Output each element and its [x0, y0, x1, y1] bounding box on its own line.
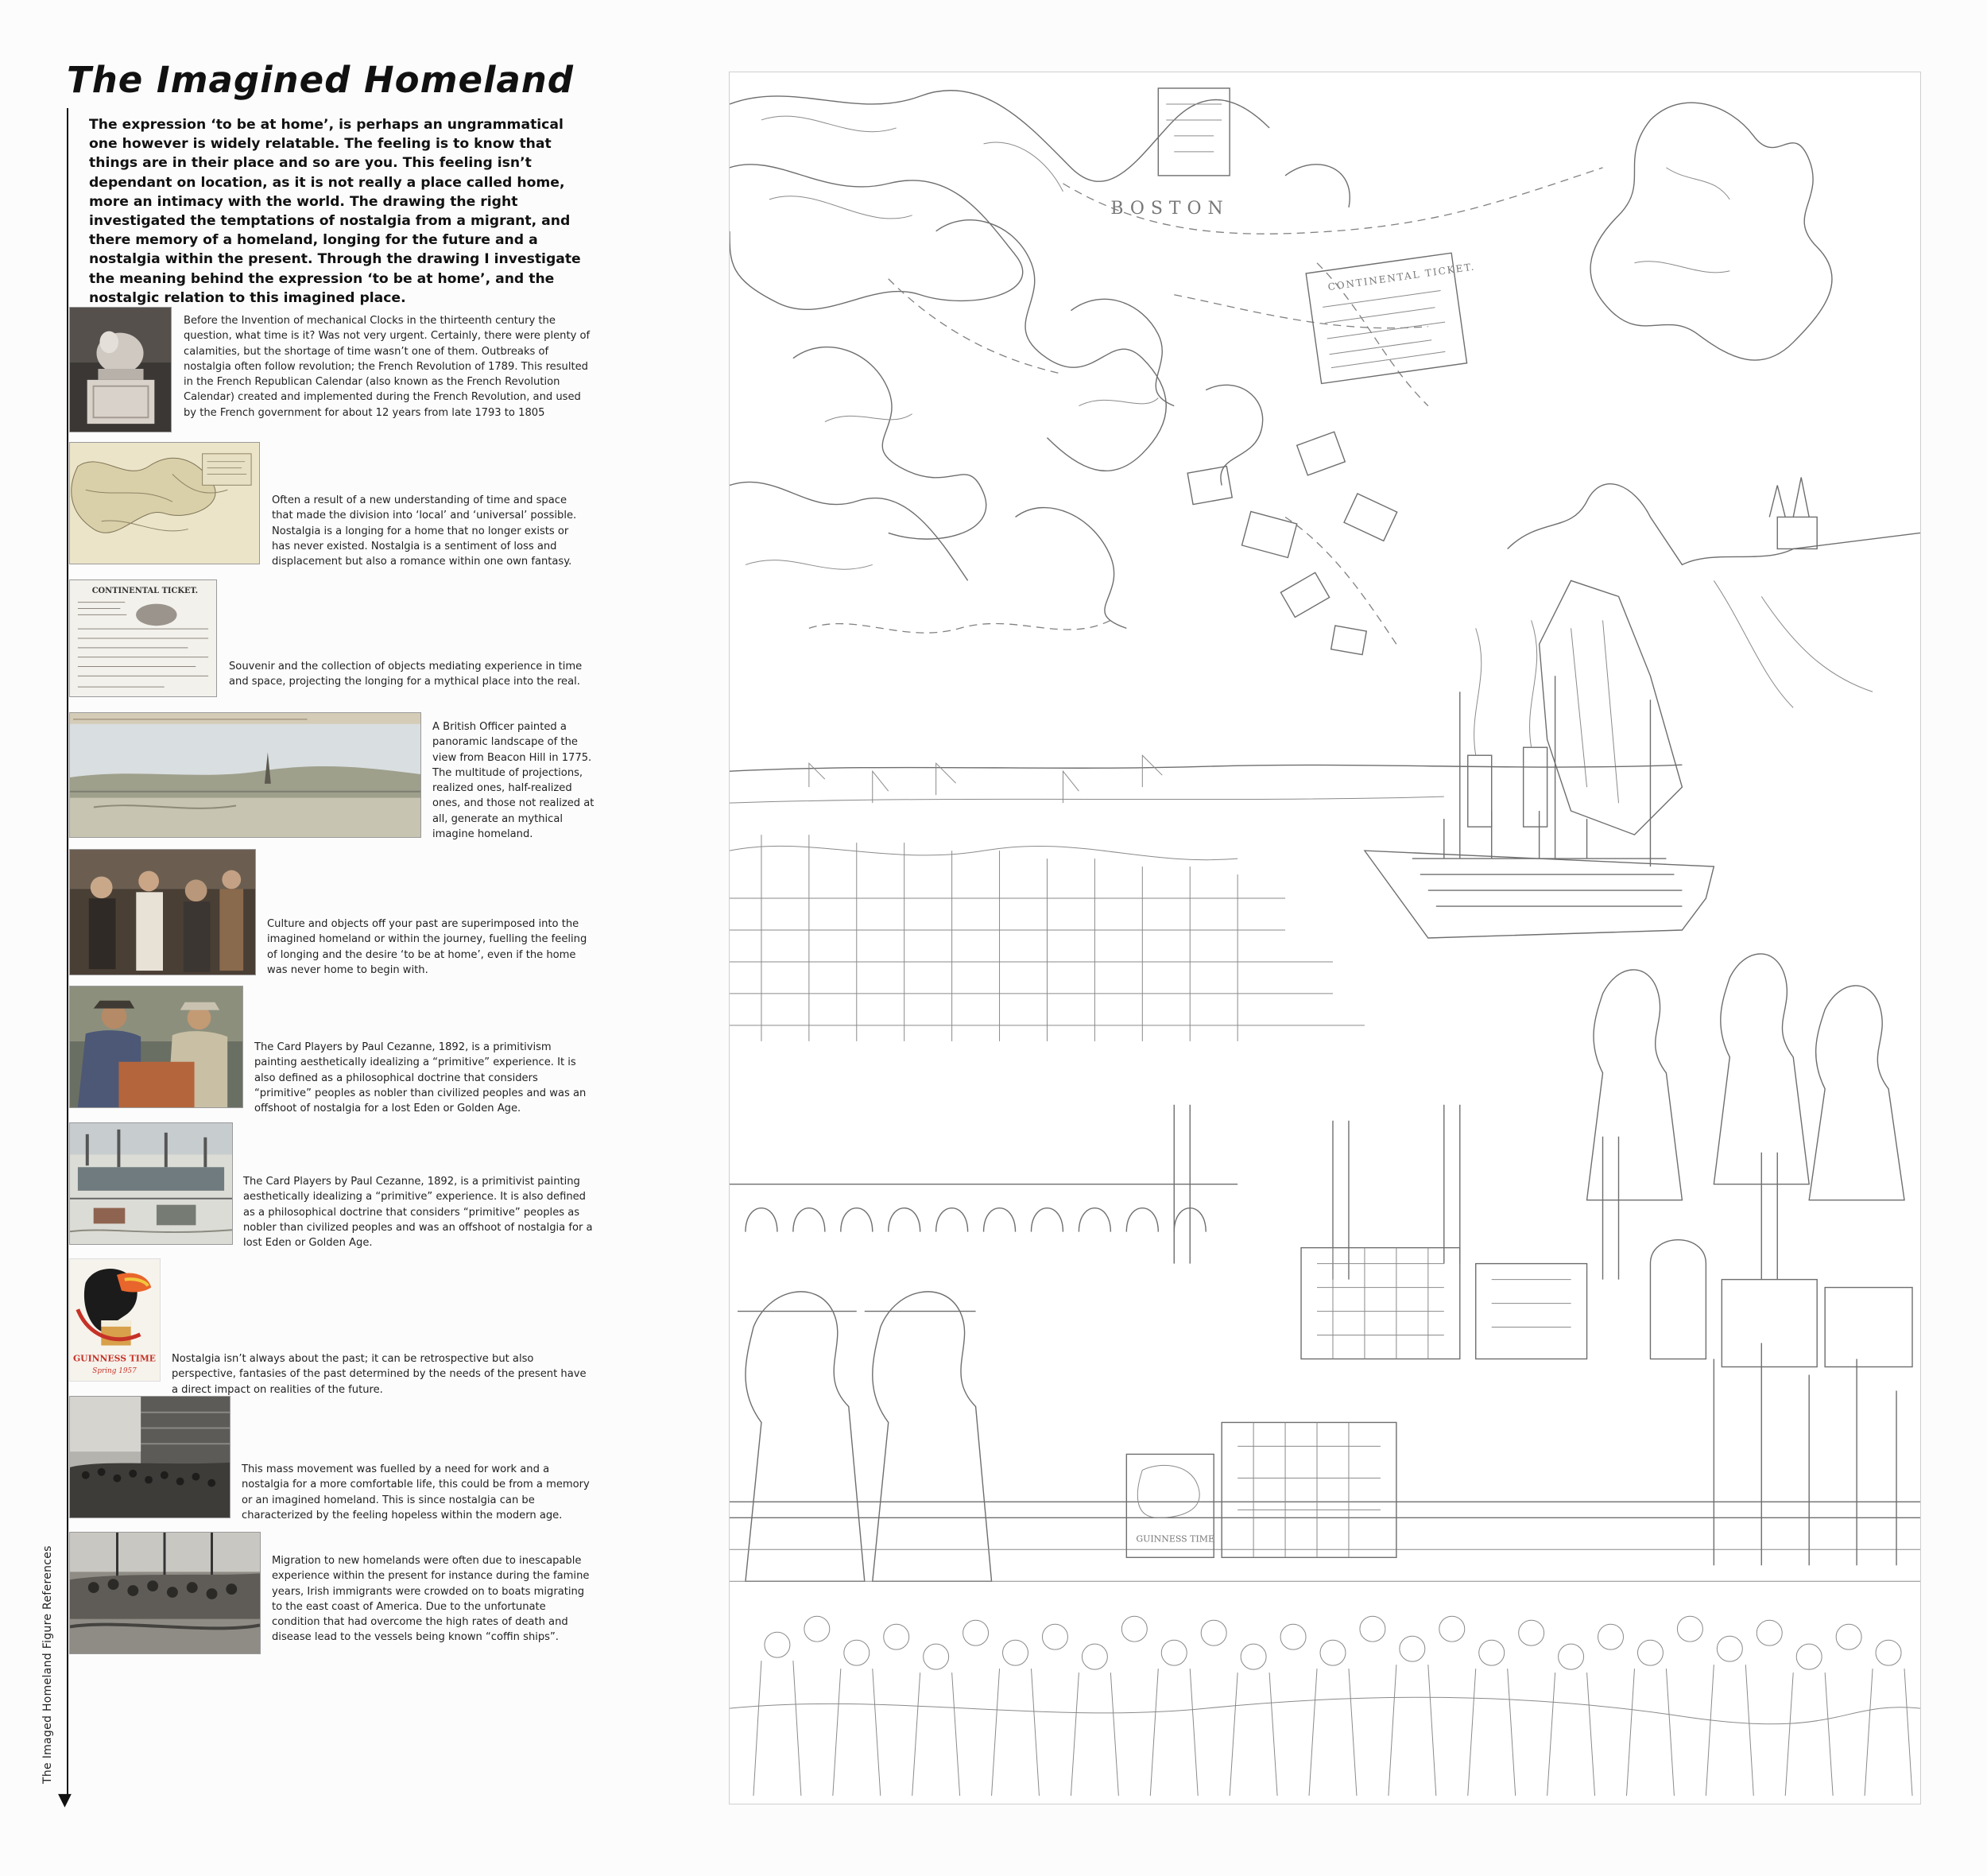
line-drawing-artwork	[730, 72, 1920, 1804]
figure-caption: Nostalgia isn’t always about the past; it can be retrospective but also perspective, fantasies of the past determined by the needs of the present have a direct impact on realities of the future.	[172, 1353, 587, 1396]
figure-map	[69, 442, 260, 564]
figure-dock-crowd	[69, 1396, 230, 1518]
figure-caption: A British Officer painted a panoramic landscape of the view from Beacon Hill in 1775. The multitude of projections, realized ones, half-realized ones, and those not realized at all, generate an mythical imagine homeland.	[432, 721, 595, 841]
figure-caption: Migration to new homelands were often due to inescapable experience within the present for instance during the famine years, Irish immigrants were crowded on to boats migrating to the east coast of America. Due to the unfortunate condition that had overcome the high rates of death and disease lead to the vessels being known “coffin ships”.	[272, 1555, 590, 1644]
figure-guinness-poster	[69, 1258, 161, 1382]
timeline-axis	[67, 108, 68, 1797]
figure-caption: This mass movement was fuelled by a need for work and a nostalgia for a more comfortable life, this could be from a memory or an imagined homeland. This is since nostalgia can be characterized by the feeling hopeless within the modern age.	[242, 1463, 590, 1521]
drawing-ticket-label: CONTINENTAL TICKET.	[1327, 261, 1477, 293]
page-title: The Imagined Homeland	[67, 59, 575, 101]
figure-card-players	[69, 986, 243, 1108]
drawing-city-label: BOSTON	[1110, 198, 1230, 219]
figure-industrial-landscape	[69, 1122, 233, 1245]
drawing-poster-label: GUINNESS TIME	[1136, 1533, 1215, 1545]
figure-monument	[69, 307, 172, 432]
figure-caption: The Card Players by Paul Cezanne, 1892, is a primitivist painting aesthetically idealizing a “primitive” experience. It is also defined as a philosophical doctrine that considers “primitive” peoples as nobler than civilized peoples and was an offshoot of nostalgia for a lost Eden or Golden Age.	[243, 1176, 593, 1250]
line-drawing-panel	[729, 72, 1921, 1804]
figure-caption: Souvenir and the collection of objects mediating experience in time and space, projecting the longing for a mythical place into the real.	[229, 661, 583, 688]
figure-ticket	[69, 579, 217, 697]
figure-migrants-gathering	[69, 849, 256, 975]
figure-caption: Culture and objects off your past are superimposed into the imagined homeland or within the journey, fuelling the feeling of longing and the desire ‘to be at home’, even if the home was never home to begin with.	[267, 918, 587, 976]
arrow-down-icon: ▼	[58, 1790, 72, 1810]
figure-panorama	[69, 712, 421, 838]
axis-label: The Imaged Homeland Figure References	[41, 1545, 54, 1784]
ticket-heading: CONTINENTAL TICKET.	[91, 586, 199, 595]
intro-paragraph: The expression ‘to be at home’, is perhaps an ungrammatical one however is widely relatable. The feeling is to know that things are in their place and so are you. This feeling isn’t dependant on location, as it is not really a place called home, more an intimacy with the world. The drawing the right investigated the temptations of nostalgia from a migrant, and there memory of a homeland, longing for the future and a nostalgia within the present. Through the drawing I investigate the meaning behind the expression ‘to be at home’, and the nostalgic relation to this imagined place.	[89, 117, 581, 306]
figure-caption: Before the Invention of mechanical Clocks in the thirteenth century the question, what time is it? Was not very urgent. Certainly, there were plenty of calamities, but the shortage of time wasn’t one of them. Outbreaks of nostalgia often follow revolution; the French Revolution of 1789. This resulted in the French Republican Calendar (also known as the French Revolution Calendar) created and implemented during the French Revolution, and used by the French government for about 12 years from late 1793 to 1805	[184, 315, 591, 419]
figure-caption: Often a result of a new understanding of time and space that made the division into ‘local’ and ‘universal’ possible. Nostalgia is a longing for a home that no longer exists or has never existed. Nostalgia is a sentiment of loss and displacement but also a romance within one own fantasy.	[272, 494, 577, 568]
poster-subtitle: Spring 1957	[92, 1367, 137, 1376]
poster-title: GUINNESS TIME	[72, 1353, 157, 1364]
figure-caption: The Card Players by Paul Cezanne, 1892, is a primitivism painting aesthetically idealizing a “primitive” experience. It is also defined as a philosophical doctrine that considers “primitive” peoples as nobler than civilized peoples and was an offshoot of nostalgia for a lost Eden or Golden Age.	[254, 1041, 587, 1115]
figure-coffin-ship	[69, 1532, 261, 1654]
